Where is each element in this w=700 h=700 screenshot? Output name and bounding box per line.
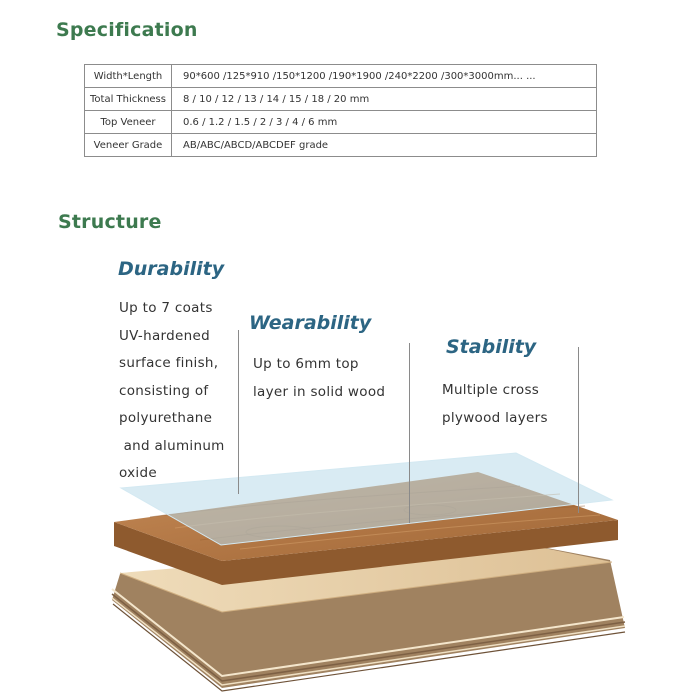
wearability-pointer-line <box>409 343 410 523</box>
durability-heading: Durability <box>118 258 225 280</box>
row-label: Total Thickness <box>85 88 172 111</box>
row-value: AB/ABC/ABCD/ABCDEF grade <box>172 134 597 157</box>
row-value: 8 / 10 / 12 / 13 / 14 / 15 / 18 / 20 mm <box>172 88 597 111</box>
row-value: 0.6 / 1.2 / 1.5 / 2 / 3 / 4 / 6 mm <box>172 111 597 134</box>
row-value: 90*600 /125*910 /150*1200 /190*1900 /240*2200 /300*3000mm... ... <box>172 65 597 88</box>
row-label: Top Veneer <box>85 111 172 134</box>
wearability-description: Up to 6mm top layer in solid wood <box>253 356 386 400</box>
durability-description: Up to 7 coats UV-hardened surface finish, consisting of polyurethane and aluminum oxide <box>119 300 225 481</box>
stability-heading: Stability <box>446 336 537 358</box>
row-label: Veneer Grade <box>85 134 172 157</box>
wearability-heading: Wearability <box>249 312 372 334</box>
stability-description: Multiple cross plywood layers <box>442 382 548 426</box>
stability-pointer-line <box>578 347 579 513</box>
specification-title: Specification <box>56 19 198 41</box>
structure-title: Structure <box>58 211 162 233</box>
durability-pointer-line <box>238 330 239 494</box>
row-label: Width*Length <box>85 65 172 88</box>
